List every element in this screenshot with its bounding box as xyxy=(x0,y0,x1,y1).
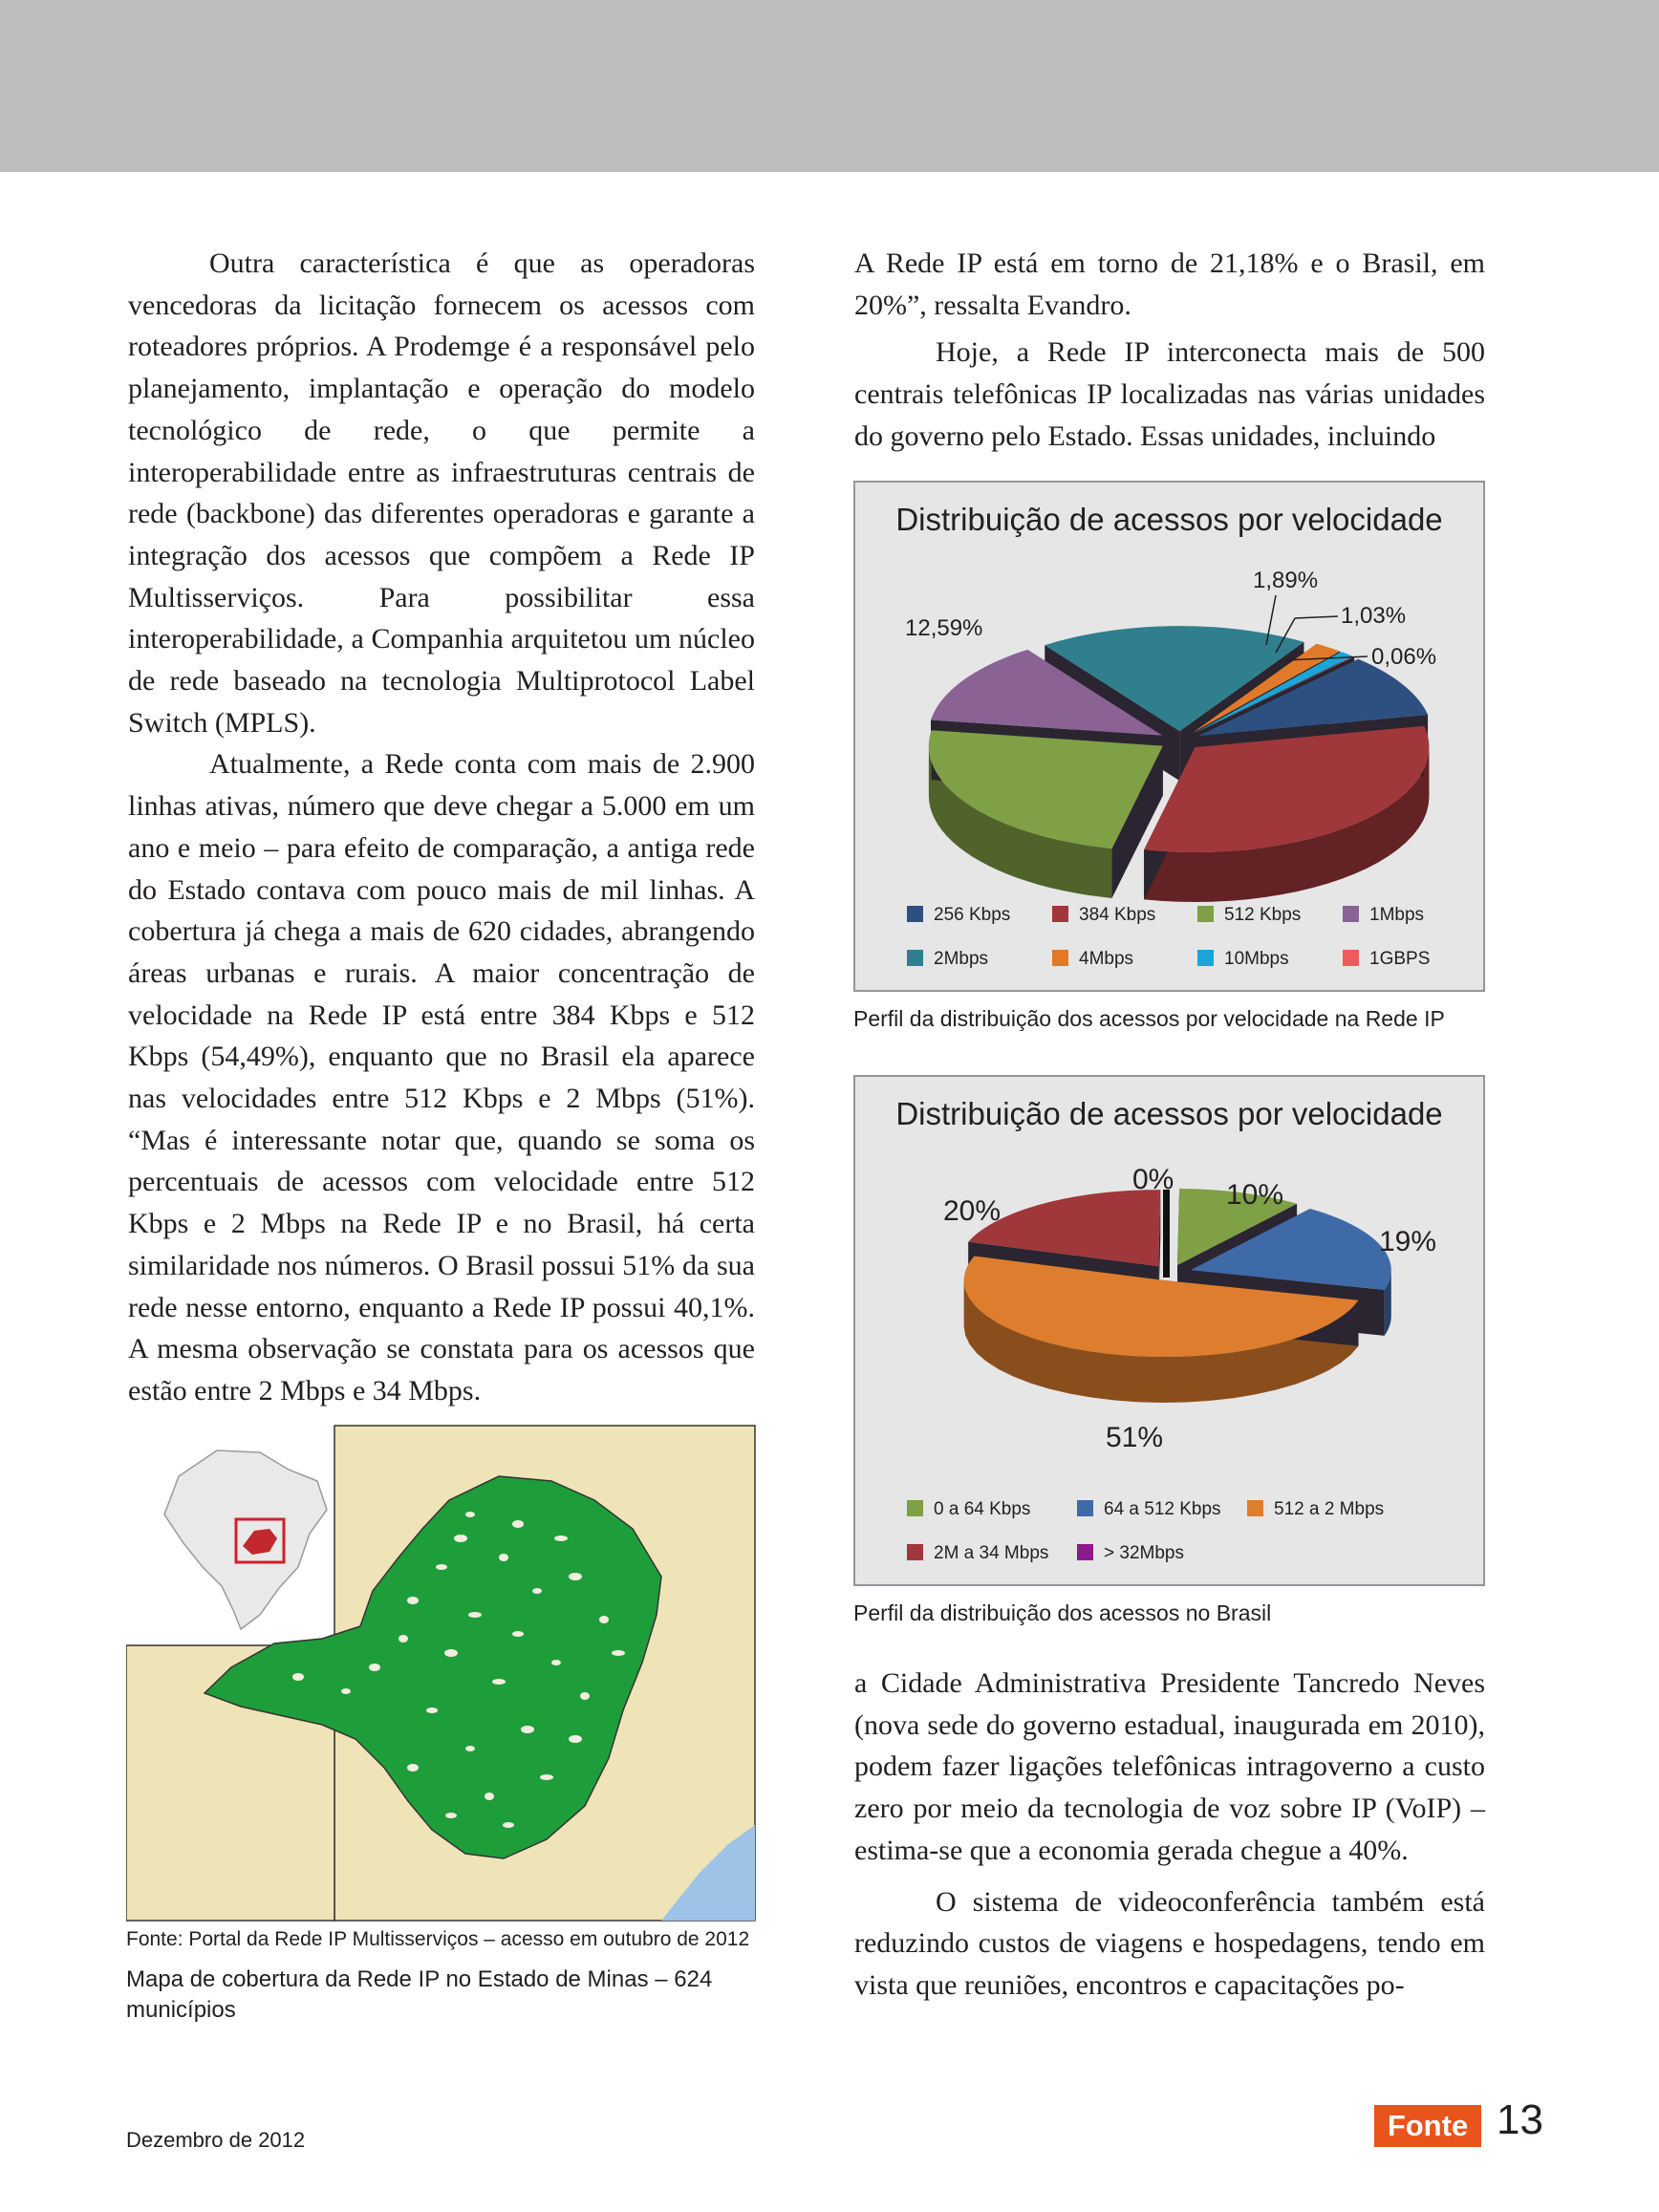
uncovered-area xyxy=(369,1664,380,1671)
uncovered-area xyxy=(499,1554,508,1561)
chart-caption: Perfil da distribuição dos acessos no Brasil xyxy=(853,1600,1272,1625)
legend-label: 1Mbps xyxy=(1369,905,1425,925)
data-label: 0,06% xyxy=(1371,644,1437,670)
speed-distribution-chart-rede-ip xyxy=(853,481,1485,992)
top-band xyxy=(0,0,1659,172)
data-label: 0% xyxy=(1132,1164,1174,1195)
chart-canvas xyxy=(855,1077,1487,1588)
paragraph: a Cidade Administrativa Presidente Tancredo Neves (nova sede do governo estadual, inaugurada em 2010), podem fazer ligações telefônicas intragoverno a custo zero por meio da tecnologia de voz sobre IP (VoIP) – estima-se que a economia gerada chegue a 40%. xyxy=(854,1667,1485,1866)
legend-swatch xyxy=(1343,906,1359,922)
legend-swatch xyxy=(907,1544,923,1560)
legend-swatch xyxy=(1052,906,1068,922)
leader-line xyxy=(1295,616,1338,618)
speed-distribution-chart-brasil xyxy=(853,1075,1485,1586)
legend-swatch xyxy=(1077,1500,1093,1516)
uncovered-area xyxy=(569,1735,582,1743)
legend-label: 4Mbps xyxy=(1079,949,1134,969)
uncovered-area xyxy=(599,1616,609,1623)
uncovered-area xyxy=(485,1793,494,1800)
legend-label: 64 a 512 Kbps xyxy=(1104,1499,1221,1519)
article-left-column xyxy=(128,243,755,1412)
chart-caption: Perfil da distribuição dos acessos por velocidade na Rede IP xyxy=(853,1006,1445,1031)
uncovered-area xyxy=(436,1564,447,1570)
uncovered-area xyxy=(532,1588,542,1594)
data-label: 20% xyxy=(943,1195,1002,1227)
legend-label: 2M a 34 Mbps xyxy=(934,1543,1049,1563)
paragraph: A Rede IP está em torno de 21,18% e o Brasil, em 20%”, ressalta Evandro. xyxy=(854,247,1485,321)
uncovered-area xyxy=(407,1597,419,1604)
uncovered-area xyxy=(512,1631,524,1637)
uncovered-area xyxy=(580,1692,590,1700)
legend-swatch xyxy=(1197,906,1214,922)
legend-label: > 32Mbps xyxy=(1104,1543,1184,1563)
chart-canvas xyxy=(855,483,1487,994)
data-label: 19% xyxy=(1379,1226,1437,1257)
uncovered-area xyxy=(454,1535,467,1542)
data-label: 12,59% xyxy=(905,615,983,641)
data-label: 10% xyxy=(1226,1179,1284,1211)
legend-swatch xyxy=(1052,950,1068,966)
uncovered-area xyxy=(468,1612,482,1618)
uncovered-area xyxy=(445,1813,457,1818)
page-number: 13 xyxy=(1497,2096,1543,2143)
uncovered-area xyxy=(540,1774,553,1780)
legend-label: 256 Kbps xyxy=(934,905,1011,925)
uncovered-area xyxy=(426,1707,438,1713)
legend-swatch xyxy=(907,1500,923,1516)
article-right-column-top xyxy=(854,243,1485,458)
uncovered-area xyxy=(492,1679,506,1685)
uncovered-area xyxy=(399,1635,408,1643)
uncovered-area xyxy=(465,1512,475,1517)
data-label: 1,89% xyxy=(1253,568,1319,593)
map-source: Fonte: Portal da Rede IP Multisserviços – acesso em outubro de 2012 xyxy=(126,1928,750,1950)
legend-label: 512 a 2 Mbps xyxy=(1274,1499,1385,1519)
coverage-map xyxy=(126,1424,757,1922)
legend-swatch xyxy=(1197,950,1214,966)
legend-label: 512 Kbps xyxy=(1224,905,1302,925)
paragraph: Atualmente, a Rede conta com mais de 2.900 linhas ativas, número que deve chegar a 5.000 em um ano e meio – para efeito de comparação, a antiga rede do Estado contava com pouco mais de mil linhas. A cobertura já chega a mais de 620 cidades, abrangendo áreas urbanas e rurais. A maior concentração de velocidade na Rede IP está entre 384 Kbps e 512 Kbps (54,49%), enquanto que no Brasil ela aparece nas velocidades entre 512 Kbps e 2 Mbps (51%). “Mas é interessante notar que, quando se soma os percentuais de acessos com velocidade entre 512 Kbps e 2 Mbps na Rede IP e no Brasil, há certa similaridade nos números. O Brasil possui 51% da sua rede nesse entorno, enquanto a Rede IP possui 40,1%. A mesma observação se constata para os acessos que estão entre 2 Mbps e 34 Mbps. xyxy=(128,748,755,1407)
uncovered-area xyxy=(407,1764,419,1772)
paragraph: Hoje, a Rede IP interconecta mais de 500 centrais telefônicas IP localizadas nas várias unidades do governo pelo Estado. Essas unidades, incluindo xyxy=(854,336,1485,452)
legend-label: 384 Kbps xyxy=(1079,905,1156,925)
zero-slice-marker xyxy=(1163,1190,1170,1278)
legend-label: 2Mbps xyxy=(934,949,989,969)
uncovered-area xyxy=(444,1649,458,1657)
chart-title: Distribuição de acessos por velocidade xyxy=(895,502,1443,537)
map-caption: Mapa de cobertura da Rede IP no Estado de Minas – 624 municípios xyxy=(126,1966,713,2023)
article-right-column-bottom xyxy=(854,1663,1485,2007)
legend-swatch xyxy=(907,950,923,966)
footer-date: Dezembro de 2012 xyxy=(126,2128,306,2152)
data-label: 51% xyxy=(1106,1422,1164,1453)
uncovered-area xyxy=(341,1688,351,1694)
uncovered-area xyxy=(551,1660,561,1665)
magazine-logo: Fonte xyxy=(1374,2105,1481,2147)
uncovered-area xyxy=(503,1822,514,1828)
uncovered-area xyxy=(521,1726,534,1733)
uncovered-area xyxy=(554,1536,568,1541)
data-label: 1,03% xyxy=(1341,603,1407,629)
legend-swatch xyxy=(1343,950,1359,966)
legend-label: 0 a 64 Kbps xyxy=(934,1499,1031,1519)
paragraph: O sistema de videoconferência também está reduzindo custos de viagens e hospedagens, tendo em vista que reuniões, encontros e capacitações po- xyxy=(854,1885,1485,2001)
chart-title: Distribuição de acessos por velocidade xyxy=(895,1096,1443,1131)
legend-label: 1GBPS xyxy=(1369,949,1431,969)
legend-swatch xyxy=(1247,1500,1263,1516)
uncovered-area xyxy=(292,1673,304,1681)
uncovered-area xyxy=(569,1573,582,1580)
legend-swatch xyxy=(907,906,923,922)
uncovered-area xyxy=(612,1650,625,1656)
uncovered-area xyxy=(512,1520,524,1528)
legend-label: 10Mbps xyxy=(1224,949,1289,969)
legend-swatch xyxy=(1077,1544,1093,1560)
paragraph: Outra característica é que as operadoras vencedoras da licitação fornecem os acessos com roteadores próprios. A Prodemge é a responsável pelo planejamento, implantação e operação do modelo tecnológico de rede, o que permite a interoperabilidade entre as infraestruturas centrais de rede (backbone) das diferentes operadoras e garante a integração dos acessos que compõem a Rede IP Multisserviços. Para possibilitar essa interoperabilidade, a Companhia arquitetou um núcleo de rede baseado na tecnologia Multiprotocol Label Switch (MPLS). xyxy=(128,247,755,739)
uncovered-area xyxy=(465,1746,475,1751)
